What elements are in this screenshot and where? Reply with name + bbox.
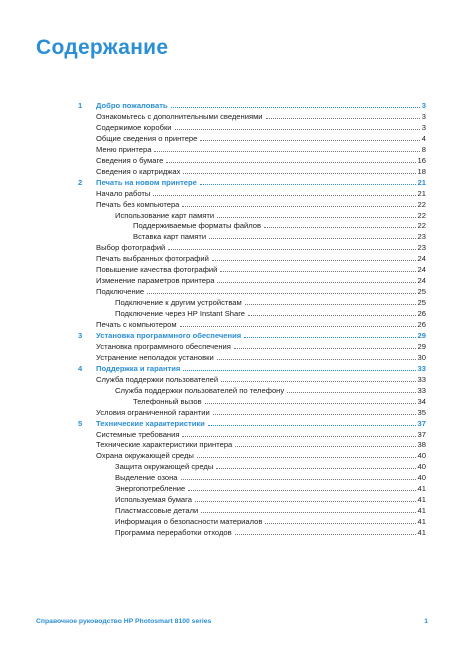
toc-entry-label: Ознакомьтесь с дополнительными сведениями — [96, 111, 263, 121]
toc-entry[interactable] — [0, 155, 468, 166]
toc-page-number: 21 — [417, 188, 426, 198]
page-footer — [36, 618, 432, 625]
toc-page-number: 37 — [417, 418, 426, 428]
toc-entry-label: Поддержка и гарантия — [96, 363, 181, 373]
toc-page-number: 24 — [417, 276, 426, 286]
toc-dot-leader — [244, 330, 415, 338]
page-title: Содержание — [36, 36, 169, 59]
toc-page-number: 24 — [417, 254, 426, 264]
toc-dot-leader — [181, 472, 416, 480]
toc-dot-leader — [264, 220, 415, 228]
toc-dot-leader — [197, 450, 416, 458]
toc-entry[interactable] — [0, 199, 468, 210]
toc-page-number: 30 — [417, 352, 426, 362]
toc-dot-leader — [147, 286, 415, 294]
toc-chapter-number: 2 — [78, 177, 83, 187]
toc-entry[interactable] — [0, 166, 468, 177]
footer-text: Справочное руководство HP Photosmart 8100 series — [36, 618, 212, 625]
toc-entry-label: Поддерживаемые форматы файлов — [133, 221, 262, 231]
toc-page-number: 35 — [417, 407, 426, 417]
toc-entry-label: Печать на новом принтере — [96, 177, 197, 187]
toc-dot-leader — [182, 199, 415, 207]
toc-entry-label: Телефонный вызов — [133, 396, 202, 406]
toc-page-number: 33 — [417, 374, 426, 384]
toc-entry-label: Программа переработки отходов — [115, 528, 232, 538]
toc-entry-label: Охрана окружающей среды — [96, 451, 194, 461]
toc-entry[interactable] — [0, 396, 468, 407]
toc-entry[interactable] — [0, 111, 468, 122]
toc-dot-leader — [180, 319, 416, 327]
toc-page-number: 40 — [417, 462, 426, 472]
toc-entry[interactable] — [0, 122, 468, 133]
toc-entry[interactable] — [0, 220, 468, 231]
toc-dot-leader — [188, 483, 415, 491]
toc-dot-leader — [195, 494, 416, 502]
toc-dot-leader — [221, 374, 415, 382]
toc-entry-label: Общие сведения о принтере — [96, 133, 198, 143]
toc-dot-leader — [205, 396, 416, 404]
toc-page-number: 16 — [417, 155, 426, 165]
toc-dot-leader — [220, 264, 415, 272]
toc-chapter-entry[interactable] — [0, 418, 468, 429]
toc-entry[interactable] — [0, 231, 468, 242]
toc-dot-leader — [235, 439, 415, 447]
toc-chapter-entry[interactable] — [0, 100, 468, 111]
toc-page-number: 3 — [421, 101, 426, 110]
toc-entry[interactable] — [0, 429, 468, 440]
toc-dot-leader — [201, 505, 415, 513]
toc-chapter-entry[interactable] — [0, 177, 468, 188]
toc-entry[interactable] — [0, 242, 468, 253]
toc-entry-label: Условия ограниченной гарантии — [96, 407, 210, 417]
toc-entry-label: Начало работы — [96, 188, 151, 198]
toc-entry-label: Сведения о бумаге — [96, 155, 164, 165]
toc-entry-label: Защита окружающей среды — [115, 462, 214, 472]
toc-dot-leader — [171, 100, 420, 108]
toc-chapter-number: 3 — [78, 330, 83, 340]
toc-page-number: 22 — [417, 221, 426, 231]
toc-dot-leader — [182, 429, 415, 437]
toc-dot-leader — [245, 297, 416, 305]
toc-entry-label: Изменение параметров принтера — [96, 276, 215, 286]
toc-chapter-number: 1 — [78, 101, 83, 110]
toc-entry-label: Энергопотребление — [115, 484, 186, 494]
toc-page-number: 22 — [417, 199, 426, 209]
toc-entry-label: Повышение качества фотографий — [96, 265, 218, 275]
toc-dot-leader — [208, 418, 416, 426]
toc-dot-leader — [217, 352, 416, 360]
toc-dot-leader — [175, 122, 420, 130]
toc-page-number: 33 — [417, 385, 426, 395]
toc-entry[interactable] — [0, 133, 468, 144]
toc-entry[interactable] — [0, 253, 468, 264]
toc-entry[interactable] — [0, 352, 468, 363]
toc-entry[interactable] — [0, 319, 468, 330]
toc-dot-leader — [168, 242, 415, 250]
toc-dot-leader — [217, 275, 415, 283]
toc-page-number: 29 — [417, 341, 426, 351]
toc-entry-label: Печать с компьютером — [96, 320, 177, 329]
toc-dot-leader — [213, 407, 416, 415]
toc-entry-label: Подключение к другим устройствам — [115, 298, 242, 308]
toc-entry-label: Служба поддержки пользователей — [96, 374, 219, 384]
toc-entry-label: Установка программного обеспечения — [96, 341, 231, 351]
toc-entry[interactable] — [0, 483, 468, 494]
toc-page-number: 40 — [417, 473, 426, 483]
toc-entry-label: Подключение через HP Instant Share — [115, 309, 246, 319]
toc-page-number: 21 — [417, 177, 426, 187]
toc-entry-label: Печать выбранных фотографий — [96, 254, 209, 264]
toc-chapter-number: 5 — [78, 418, 83, 428]
toc-entry[interactable] — [0, 407, 468, 418]
toc-entry-label: Пластмассовые детали — [115, 506, 199, 516]
toc-page-number: 34 — [417, 396, 426, 406]
toc-dot-leader — [154, 144, 419, 152]
toc-dot-leader — [216, 461, 415, 469]
toc-entry[interactable] — [0, 461, 468, 472]
toc-entry[interactable] — [0, 527, 468, 538]
toc-page-number: 25 — [417, 287, 426, 297]
toc-dot-leader — [265, 516, 415, 524]
toc-entry[interactable] — [0, 385, 468, 396]
footer-page-number: 1 — [424, 618, 428, 625]
toc-entry-label: Установка программного обеспечения — [96, 330, 242, 340]
toc-entry[interactable] — [0, 341, 468, 352]
toc-page-number: 29 — [417, 330, 426, 340]
toc-entry[interactable] — [0, 210, 468, 221]
toc-entry[interactable] — [0, 439, 468, 450]
toc-dot-leader — [248, 308, 416, 316]
toc-page-number: 41 — [417, 506, 426, 516]
toc-entry-label: Выделение озона — [115, 473, 178, 483]
toc-entry[interactable] — [0, 188, 468, 199]
toc-entry-label: Меню принтера — [96, 144, 152, 154]
toc-page-number: 41 — [417, 528, 426, 538]
toc-entry-label: Выбор фотографий — [96, 243, 166, 253]
toc-entry-label: Сведения о картриджах — [96, 166, 181, 176]
toc-dot-leader — [217, 210, 415, 218]
toc-dot-leader — [200, 177, 416, 185]
toc-page-number: 41 — [417, 495, 426, 505]
toc-dot-leader — [153, 188, 415, 196]
toc-entry[interactable] — [0, 308, 468, 319]
toc-entry[interactable] — [0, 297, 468, 308]
toc-dot-leader — [200, 133, 419, 141]
toc-page-number: 33 — [417, 363, 426, 373]
toc-page-number: 38 — [417, 440, 426, 450]
toc-entry-label: Печать без компьютера — [96, 199, 180, 209]
toc-page-number: 23 — [417, 243, 426, 253]
toc-entry[interactable] — [0, 516, 468, 527]
toc-entry-label: Информация о безопасности материалов — [115, 517, 263, 527]
toc-page-number: 3 — [421, 111, 426, 121]
toc-entry-label: Содержимое коробки — [96, 122, 172, 132]
toc-page-number: 18 — [417, 166, 426, 176]
toc-entry[interactable] — [0, 374, 468, 385]
toc-dot-leader — [235, 527, 416, 535]
toc-entry-label: Добро пожаловать — [96, 101, 168, 110]
toc-page-number: 3 — [421, 122, 426, 132]
toc-page-number: 4 — [421, 133, 426, 143]
toc-chapter-entry[interactable] — [0, 330, 468, 341]
toc-page-number: 8 — [421, 144, 426, 154]
toc-dot-leader — [266, 111, 420, 119]
toc-page-number: 24 — [417, 265, 426, 275]
toc-entry[interactable] — [0, 275, 468, 286]
toc-page-number: 41 — [417, 484, 426, 494]
toc-dot-leader — [183, 363, 415, 371]
toc-dot-leader — [212, 253, 416, 261]
toc-entry-label: Вставка карт памяти — [133, 232, 207, 242]
toc-page-number: 26 — [417, 320, 426, 329]
toc-page-number: 26 — [417, 309, 426, 319]
toc-entry-label: Устранение неполадок установки — [96, 352, 214, 362]
toc-entry[interactable] — [0, 505, 468, 516]
toc-entry[interactable] — [0, 286, 468, 297]
toc-dot-leader — [234, 341, 416, 349]
toc-entry-label: Технические характеристики принтера — [96, 440, 233, 450]
toc-entry-label: Подключение — [96, 287, 145, 297]
toc-dot-leader — [287, 385, 415, 393]
toc-entry[interactable] — [0, 450, 468, 461]
toc-chapter-number: 4 — [78, 363, 83, 373]
toc-page-number: 22 — [417, 210, 426, 220]
toc-entry-label: Служба поддержки пользователей по телефону — [115, 385, 285, 395]
toc-entry-label: Системные требования — [96, 429, 180, 439]
toc-entry[interactable] — [0, 472, 468, 483]
toc-entry-label: Использование карт памяти — [115, 210, 215, 220]
toc-page-number: 25 — [417, 298, 426, 308]
toc-page-number: 40 — [417, 451, 426, 461]
toc-dot-leader — [209, 231, 415, 239]
toc-page-number: 41 — [417, 517, 426, 527]
toc-dot-leader — [166, 155, 415, 163]
toc-page-number: 37 — [417, 429, 426, 439]
toc-entry-label: Используемая бумага — [115, 495, 192, 505]
toc-entry[interactable] — [0, 494, 468, 505]
toc-entry[interactable] — [0, 144, 468, 155]
toc-page-number: 23 — [417, 232, 426, 242]
toc-entry-label: Технические характеристики — [96, 418, 205, 428]
toc-chapter-entry[interactable] — [0, 363, 468, 374]
toc-entry[interactable] — [0, 264, 468, 275]
toc-dot-leader — [183, 166, 415, 174]
